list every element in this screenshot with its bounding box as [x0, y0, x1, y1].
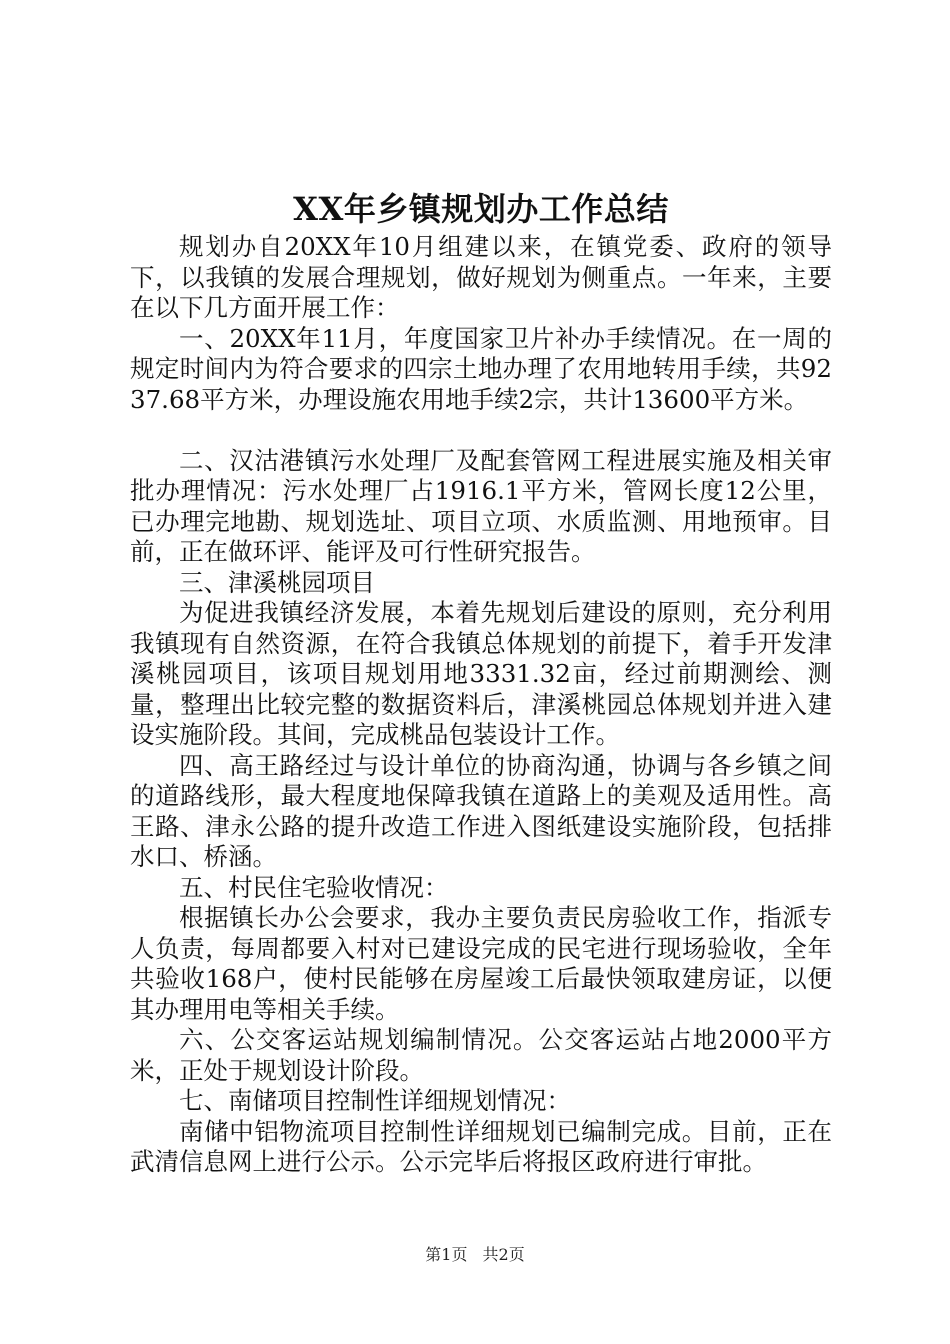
section-5-paragraph: 根据镇长办公会要求，我办主要负责民房验收工作，指派专人负责，每周都要入村对已建设完成的民宅进行现场验收，全年共验收168户，使村民能够在房屋竣工后最快领取建房证，以便其办理用电等相关手续。: [130, 903, 832, 1024]
section-7-paragraph: 南储中铝物流项目控制性详细规划已编制完成。目前，正在武清信息网上进行公示。公示完毕后将报区政府进行审批。: [130, 1116, 832, 1176]
section-6-paragraph: 六、公交客运站规划编制情况。公交客运站占地2000平方米，正处于规划设计阶段。: [130, 1025, 832, 1085]
section-5-heading: 五、村民住宅验收情况：: [179, 872, 449, 902]
page-footer: [0, 1245, 950, 1265]
section-7-heading: 七、南储项目控制性详细规划情况：: [179, 1086, 571, 1115]
page-number: 第1页: [425, 1245, 468, 1264]
section-3-heading: 三、津溪桃园项目: [179, 567, 375, 597]
section-4-paragraph: 四、高王路经过与设计单位的协商沟通，协调与各乡镇之间的道路线形，最大程度地保障我镇在道路上的美观及适用性。高王路、津永公路的提升改造工作进入图纸建设实施阶段，包括排水口、桥涵。: [130, 750, 832, 871]
section-1-paragraph: 一、20XX年11月，年度国家卫片补办手续情况。在一周的规定时间内为符合要求的四宗土地办理了农用地转用手续，共9237.68平方米，办理设施农用地手续2宗，共计13600平方米。: [130, 323, 832, 414]
intro-paragraph: 规划办自20XX年10月组建以来，在镇党委、政府的领导下，以我镇的发展合理规划，做好规划为侧重点。一年来，主要在以下几方面开展工作：: [130, 232, 832, 322]
page-total: 共2页: [482, 1245, 525, 1264]
blank-line: [130, 415, 832, 446]
section-2-paragraph: 二、汉沽港镇污水处理厂及配套管网工程进展实施及相关审批办理情况：污水处理厂占1916.1平方米，管网长度12公里，已办理完地勘、规划选址、项目立项、水质监测、用地预审。目前，正在做环评、能评及可行性研究报告。: [130, 445, 832, 566]
section-3-paragraph: 为促进我镇经济发展，本着先规划后建设的原则，充分利用我镇现有自然资源，在符合我镇总体规划的前提下，着手开发津溪桃园项目，该项目规划用地3331.32亩，经过前期测绘、测量，整理出比较完整的数据资料后，津溪桃园总体规划并进入建设实施阶段。其间，完成桃品包装设计工作。: [130, 598, 832, 749]
document-title: XX年乡镇规划办工作总结: [293, 190, 669, 228]
document-page: [130, 186, 832, 1178]
